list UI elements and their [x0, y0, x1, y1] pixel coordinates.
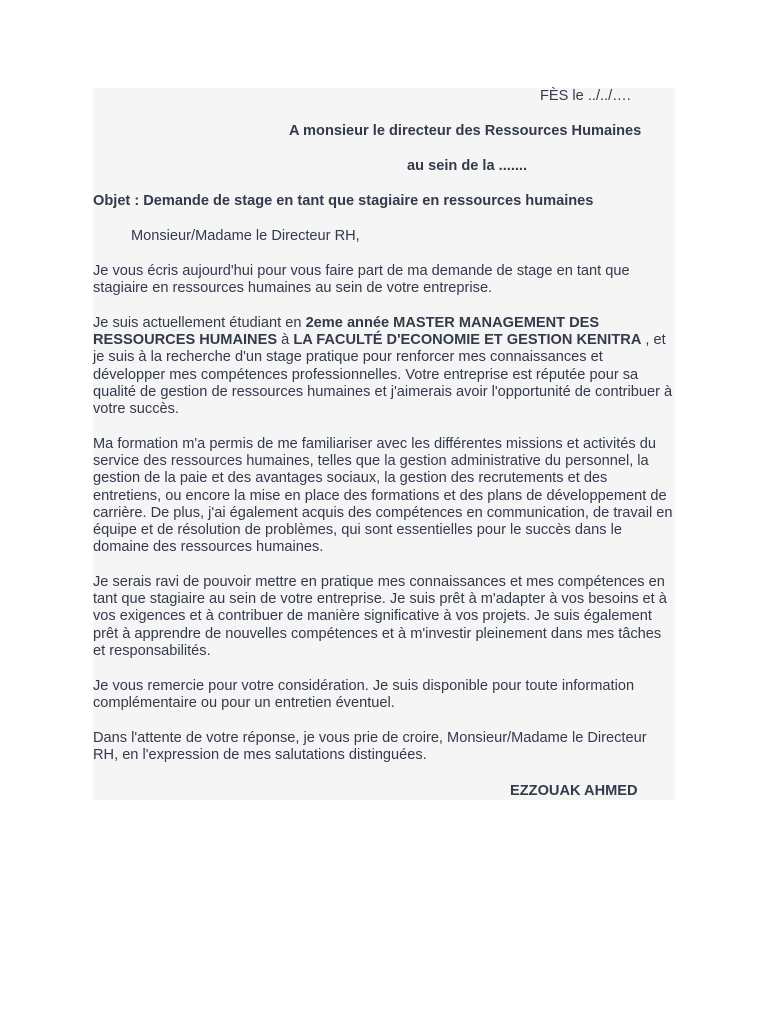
- paragraph-studies: [93, 315, 675, 418]
- paragraph-closing: Dans l'attente de votre réponse, je vous prie de croire, Monsieur/Madame le Directeur RH, en l'expression de mes salutations distinguées.: [93, 730, 647, 764]
- paragraph-studies-faculty: LA FACULTÉ D'ECONOMIE ET GESTION KENITRA: [293, 332, 642, 349]
- letter-subject: Objet : Demande de stage en tant que stagiaire en ressources humaines: [93, 193, 594, 209]
- paragraph-studies-text-3: , et je suis à la recherche d'un stage pratique pour renforcer mes connaissances et développer mes compétences professionnelles. Votre entreprise est réputée pour sa qualité de gestion de ressources humaines et j'aimerais avoir l'opportunité de contribuer à votre succès.: [93, 332, 673, 418]
- paragraph-thanks: Je vous remercie pour votre considération. Je suis disponible pour toute information complémentaire ou pour un entretien éventuel.: [93, 678, 635, 712]
- paragraph-training: Ma formation m'a permis de me familiariser avec les différentes missions et activités du service des ressources humaines, telles que la gestion administrative du personnel, la gestion de la paie et des avantages sociaux, la gestion des recrutements et des entretiens, ou encore la mise en place des formations et des plans de développement de carrière. De plus, j'ai également acquis des compétences en communication, de travail en équipe et de résolution de problèmes, qui sont essentielles pour le succès dans le domaine des ressources humaines.: [93, 436, 673, 556]
- paragraph-studies-text-1: Je suis actuellement étudiant en: [93, 315, 306, 331]
- place-date: FÈS le ../../….: [540, 88, 631, 104]
- recipient-line-2: au sein de la .......: [407, 158, 528, 174]
- recipient-line-1: A monsieur le directeur des Ressources Humaines: [289, 123, 642, 139]
- paragraph-studies-degree: 2eme année MASTER MANAGEMENT DES RESSOURCES HUMAINES: [93, 315, 600, 349]
- paragraph-motivation: Je serais ravi de pouvoir mettre en pratique mes connaissances et mes compétences en tant que stagiaire au sein de votre entreprise. Je suis prêt à m'adapter à vos besoins et à vos exigences et à contribuer de manière significative à vos projets. Je suis également prêt à apprendre de nouvelles compétences et à m'investir pleinement dans mes tâches et responsabilités.: [93, 574, 667, 659]
- salutation: Monsieur/Madame le Directeur RH,: [131, 228, 360, 244]
- paragraph-studies-text-2: à: [277, 332, 294, 349]
- signature-name: EZZOUAK AHMED: [510, 783, 638, 799]
- paragraph-intro: Je vous écris aujourd'hui pour vous faire part de ma demande de stage en tant que stagiaire en ressources humaines au sein de votre entreprise.: [93, 263, 630, 297]
